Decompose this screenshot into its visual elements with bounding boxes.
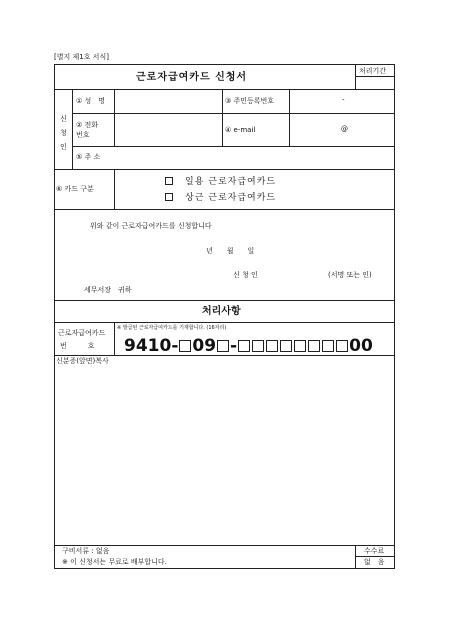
card-dash: - <box>230 336 238 356</box>
phone-input[interactable] <box>116 115 220 144</box>
checkbox-daily[interactable] <box>165 177 173 185</box>
card-prefix: 9410- <box>124 336 179 356</box>
card-seg2: 09 <box>192 336 217 356</box>
card-number-label-1: 근로자급여카드 <box>58 329 106 337</box>
resident-number-dash: - <box>342 96 345 104</box>
digit-box[interactable] <box>179 340 191 352</box>
fee-value: 없 음 <box>364 558 385 566</box>
card-number-note: ※ 발급된 근로자급여카드를 기재합니다. (16자리) <box>117 325 227 331</box>
digit-box[interactable] <box>308 340 320 352</box>
digit-box[interactable] <box>217 340 229 352</box>
card-type-option-regular[interactable]: 상근 근로자급여카드 <box>165 193 276 203</box>
resident-number-input[interactable] <box>291 91 393 111</box>
id-copy-label: 신분증(앞면)복사 <box>56 357 109 365</box>
address-label: ⑤ 주 소 <box>76 153 101 161</box>
processing-title: 처리사항 <box>202 306 241 317</box>
digit-box[interactable] <box>294 340 306 352</box>
address-input[interactable] <box>116 148 393 167</box>
request-text: 위와 같이 근로자급여카드를 신청합니다 <box>90 222 212 230</box>
free-note: ※ 이 신청서는 무료로 배부합니다. <box>62 558 167 566</box>
card-suffix: 00 <box>349 336 373 356</box>
card-type-option-daily[interactable]: 일용 근로자급여카드 <box>165 177 276 187</box>
name-label: ① 성 명 <box>76 97 106 105</box>
digit-box[interactable] <box>322 340 334 352</box>
date-line: 년 월 일 <box>206 247 255 255</box>
sign-note: (서명 또는 인) <box>328 271 372 279</box>
fee-label: 수수료 <box>364 547 385 555</box>
processing-period-label: 처리기간 <box>359 67 387 75</box>
checkbox-regular[interactable] <box>165 193 173 201</box>
digit-box[interactable] <box>252 340 264 352</box>
name-input[interactable] <box>116 91 220 111</box>
applicant-sign-label: 신 청 인 <box>233 271 258 279</box>
form-title: 근로자급여카드 신청서 <box>136 72 248 83</box>
email-input[interactable] <box>291 115 393 144</box>
card-number-label-2: 번 호 <box>60 342 95 350</box>
documents-label: 구비서류 : 없음 <box>62 547 110 555</box>
card-number-field[interactable] <box>124 338 373 355</box>
email-at-sign: @ <box>341 125 348 133</box>
id-copy-area[interactable] <box>56 368 393 543</box>
digit-box[interactable] <box>266 340 278 352</box>
digit-box[interactable] <box>238 340 250 352</box>
applicant-label: 신 청 인 <box>60 115 67 151</box>
recipient: 세무서장 귀하 <box>84 286 132 294</box>
email-label: ④ e-mail <box>225 126 256 134</box>
digit-box[interactable] <box>280 340 292 352</box>
phone-label: ② 전화 번호 <box>76 121 99 139</box>
digit-box[interactable] <box>336 340 348 352</box>
resident-number-label: ③ 주민등록번호 <box>225 97 275 105</box>
card-type-label: ⑥ 카드 구분 <box>56 185 94 193</box>
form-label: [별지 제1호 서식] <box>54 53 109 61</box>
